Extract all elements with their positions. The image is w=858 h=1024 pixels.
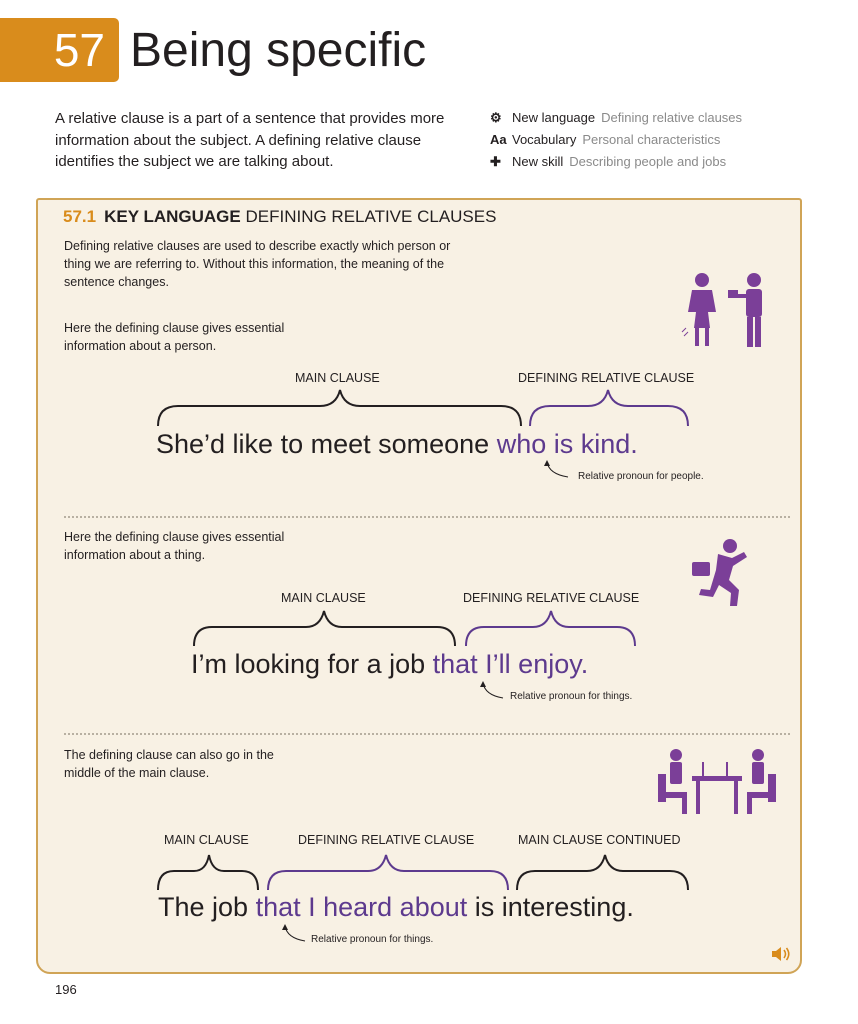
example-3-note: The defining clause can also go in the middle of the main clause.	[64, 748, 274, 780]
example-1-note: Here the defining clause gives essential information about a person.	[64, 321, 285, 353]
label-main-clause-3: MAIN CLAUSE	[164, 833, 249, 847]
section-intro: Defining relative clauses are used to describe exactly which person or thing we are referring to. Without this information, the meaning of the sentence changes.	[64, 239, 451, 289]
page-title: Being specific	[130, 24, 427, 77]
speaker-audio-icon[interactable]	[771, 946, 791, 962]
meta-vocabulary: Aa Vocabulary Personal characteristics	[490, 130, 720, 150]
page-number: 196	[55, 982, 77, 997]
label-defining-clause-2: DEFINING RELATIVE CLAUSE	[463, 591, 640, 605]
sentence-3: The job that I heard about is interesting.	[158, 892, 634, 922]
label-defining-clause-1: DEFINING RELATIVE CLAUSE	[518, 371, 695, 385]
puzzle-icon: ✚	[490, 154, 501, 169]
gears-icon: ⚙	[490, 110, 502, 125]
label-main-clause-continued: MAIN CLAUSE CONTINUED	[518, 833, 681, 847]
sentence-2: I’m looking for a job that I’ll enjoy.	[191, 649, 589, 679]
unit-number-badge: 57	[0, 18, 119, 82]
example-2-note: Here the defining clause gives essential information about a thing.	[64, 530, 285, 562]
label-main-clause-1: MAIN CLAUSE	[295, 371, 380, 385]
intro-text: A relative clause is a part of a sentence that provides more information about the subject. A defining relative clause identifies the subject we are talking about.	[55, 110, 445, 170]
caption-3: Relative pronoun for things.	[311, 934, 434, 945]
aa-icon: Aa	[490, 132, 507, 147]
caption-2: Relative pronoun for things.	[510, 691, 633, 702]
sentence-1: She’d like to meet someone who is kind.	[156, 429, 638, 459]
label-defining-clause-3: DEFINING RELATIVE CLAUSE	[298, 833, 475, 847]
label-main-clause-2: MAIN CLAUSE	[281, 591, 366, 605]
section-heading: 57.1 KEY LANGUAGE DEFINING RELATIVE CLAUSES	[63, 207, 497, 226]
meta-new-skill: ✚ New skill Describing people and jobs	[490, 152, 726, 172]
meta-new-language: ⚙ New language Defining relative clauses	[490, 108, 742, 128]
caption-1: Relative pronoun for people.	[578, 471, 704, 482]
